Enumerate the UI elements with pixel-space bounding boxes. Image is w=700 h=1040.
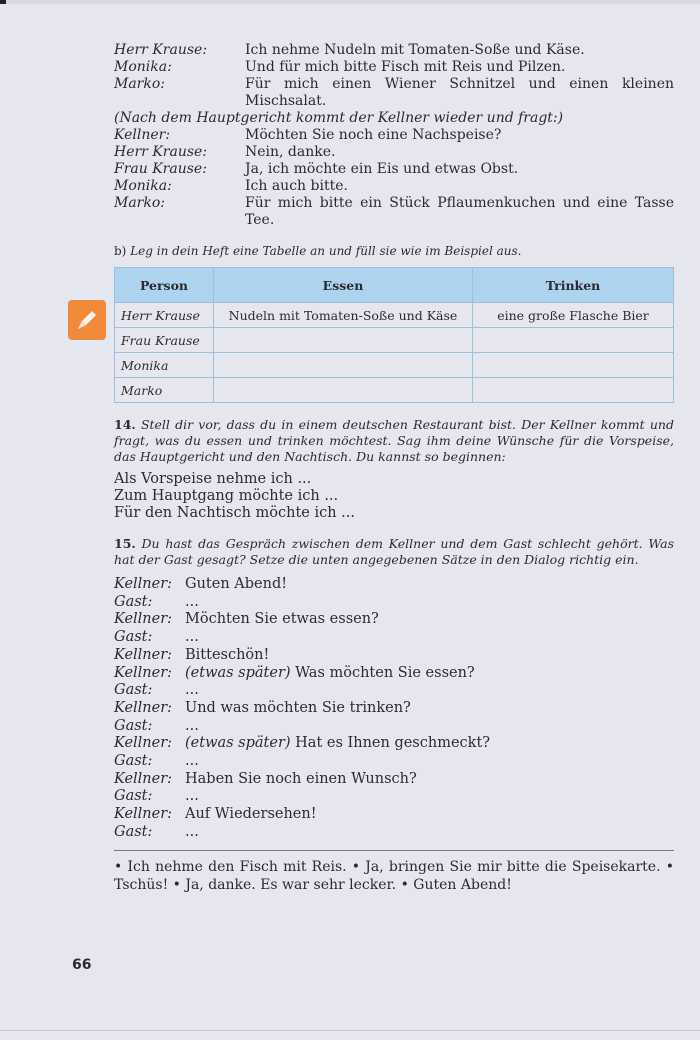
divider [114,850,674,851]
starter-line: Zum Hauptgang möchte ich ... [114,488,339,504]
corner-mark [0,0,6,4]
dialog-line [114,195,674,229]
line-text: Ja, ich möchte ein Eis und etwas Obst. [245,161,519,177]
table-cell [473,353,674,378]
line-text: Ich auch bitte. [245,178,348,194]
speaker: Kellner: [114,770,173,787]
dialog-line [114,127,674,144]
phrase-box: • Ich nehme den Fisch mit Reis. • Ja, bringen Sie mir bitte die Speisekarte. • Tschüs! • Ja, danke. Es war sehr lecker. • Guten Abend! [114,858,674,893]
table-row [115,378,674,403]
speaker: Kellner: [114,646,173,663]
line-text: Für mich einen Wiener Schnitzel und einen kleinen Mischsalat. [245,76,674,109]
dialog-line [114,611,674,629]
task-b [114,243,674,259]
speaker: Kellner: [114,576,173,592]
dialog-line [114,735,674,753]
dialog-line [114,629,674,647]
dialog-line [114,665,674,683]
dialog-line [114,753,674,771]
task-number: 14. [114,417,136,432]
speaker: Gast: [114,593,153,610]
line-text: Auf Wiedersehen! [185,806,317,823]
table-cell: Marko [115,378,214,403]
dialog-line [114,647,674,665]
line-text: ... [185,593,199,610]
dialog-part1 [114,42,674,110]
table-row [115,303,674,328]
aside: (etwas später) [185,735,291,752]
speaker: Gast: [114,682,153,699]
task-text: Du hast das Gespräch zwischen dem Kellner und dem Gast schlecht gehört. Was hat der Gast gesagt? Setze die unten angegebenen Sätze in den Dialog richtig ein. [114,536,674,567]
dialog-line [114,42,674,59]
dialog-line [114,576,674,594]
line-text: ... [185,823,199,840]
starter-line: Als Vorspeise nehme ich ... [114,471,312,487]
speaker: Gast: [114,788,153,805]
speaker: Monika: [114,178,172,194]
dialog-line [114,161,674,178]
line-text-main: Hat es Ihnen geschmeckt? [290,735,491,752]
line-text: Für mich bitte ein Stück Pflaumenkuchen und eine Tasse Tee. [245,195,674,228]
line-text: ... [185,629,199,646]
col-header: Person [115,268,214,303]
speaker: Frau Krause: [114,161,207,177]
task-b-text: Leg in dein Heft eine Tabelle an und füll sie wie im Beispiel aus. [130,244,522,258]
aside: (etwas später) [185,664,291,681]
pencil-icon [68,300,106,340]
table-cell [214,328,473,353]
table-cell [214,378,473,403]
line-text [185,665,674,683]
line-text: Guten Abend! [185,576,288,592]
table-cell: Nudeln mit Tomaten-Soße und Käse [214,303,473,328]
line-text: Nein, danke. [245,144,336,160]
line-text: ... [185,682,199,699]
starter-line: Für den Nachtisch möchte ich ... [114,505,356,521]
dialog-line [114,682,674,700]
speaker: Herr Krause: [114,42,208,58]
dialog-line [114,771,674,789]
line-text: Ich nehme Nudeln mit Tomaten-Soße und Käse. [245,42,585,58]
speaker: Monika: [114,59,172,75]
dialog-line [114,144,674,161]
dialog-line [114,824,674,842]
speaker: Gast: [114,717,153,734]
line-text: Möchten Sie etwas essen? [185,611,379,628]
dialog-line [114,806,674,824]
col-header: Trinken [473,268,674,303]
dialog-line [114,788,674,806]
line-text [185,735,674,753]
page-content [114,42,674,894]
stage-direction: (Nach dem Hauptgericht kommt der Kellner wieder und fragt:) [114,110,564,126]
line-text-main: Was möchten Sie essen? [290,664,475,681]
col-header: Essen [214,268,473,303]
table-cell [473,378,674,403]
speaker: Kellner: [114,806,173,823]
table-row [115,353,674,378]
person-food-table [114,267,674,403]
dialog-line [114,594,674,612]
speaker: Kellner: [114,699,173,716]
dialog-line [114,59,674,76]
page-top-edge [0,0,700,4]
table-cell: Herr Krause [115,303,214,328]
page-bottom-edge [0,1030,700,1031]
speaker: Marko: [114,195,166,211]
line-text: ... [185,717,199,734]
table-cell [214,353,473,378]
speaker: Kellner: [114,611,173,628]
dialog-waiter-guest [114,576,674,842]
table-cell: Monika [115,353,214,378]
page-number: 66 [72,957,92,973]
starter-lines [114,471,674,522]
line-text: ... [185,788,199,805]
speaker: Gast: [114,753,153,770]
speaker: Kellner: [114,127,171,143]
table-header-row [115,268,674,303]
line-text: Und was möchten Sie trinken? [185,699,411,716]
dialog-line [114,718,674,736]
dialog-line [114,76,674,110]
speaker: Kellner: [114,664,173,681]
task-b-label: b) [114,244,127,258]
table-row [115,328,674,353]
dialog-part2 [114,127,674,229]
speaker: Kellner: [114,735,173,752]
dialog-line [114,700,674,718]
dialog-line [114,178,674,195]
table-cell: eine große Flasche Bier [473,303,674,328]
task-number: 15. [114,536,136,551]
speaker: Gast: [114,823,153,840]
table-cell: Frau Krause [115,328,214,353]
table-cell [473,328,674,353]
line-text: Und für mich bitte Fisch mit Reis und Pilzen. [245,59,566,75]
task-14 [114,417,674,465]
task-15 [114,536,674,568]
line-text: ... [185,753,199,770]
speaker: Marko: [114,76,166,92]
speaker: Gast: [114,629,153,646]
line-text: Möchten Sie noch eine Nachspeise? [245,127,502,143]
line-text: Haben Sie noch einen Wunsch? [185,770,417,787]
speaker: Herr Krause: [114,144,208,160]
line-text: Bitteschön! [185,646,270,663]
task-text: Stell dir vor, dass du in einem deutschen Restaurant bist. Der Kellner kommt und fragt, was du essen und trinken möchtest. Sag ihm deine Wünsche für die Vorspeise, das Hauptgericht und den Nachtisch. Du kannst so beginnen: [114,417,674,464]
